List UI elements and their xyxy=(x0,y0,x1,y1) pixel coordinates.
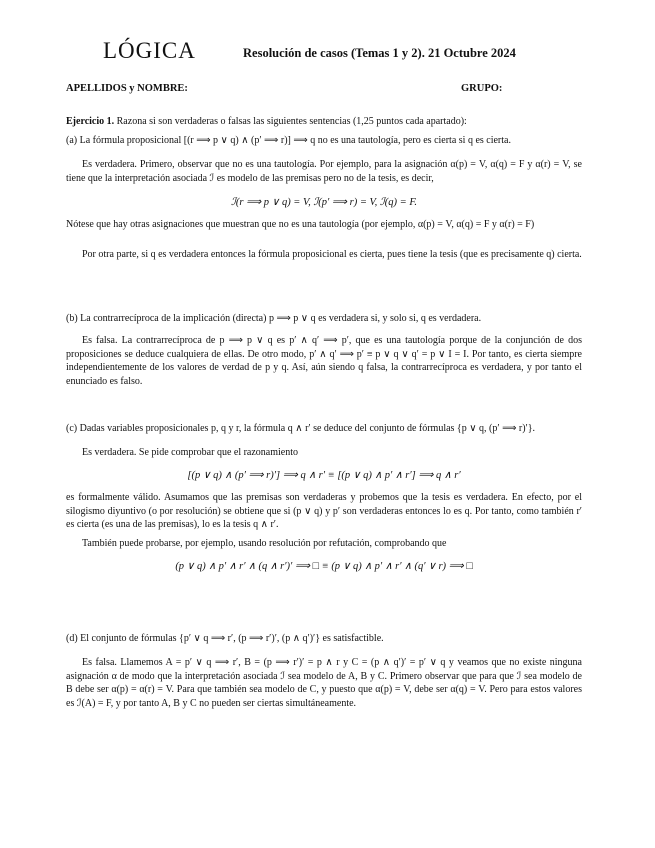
part-c-formula-1: [(p ∨ q) ∧ (p′ ⟹ r)′] ⟹ q ∧ r′ ≡ [(p ∨ q) ∧ p′ ∧ r′] ⟹ q ∧ r′ xyxy=(187,470,461,481)
part-c-paragraph-2: es formalmente válido. Asumamos que las premisas son verdaderas y probemos que la tesis es verdadera. En efecto, por el silogismo diyuntivo (o por resolución) se obtiene que si (p ∨ q) y p′ son verdaderas entonces lo es q. Por tanto, como también r′ es cierta (es una de las premisas), lo es la tesis q ∧ r′. xyxy=(66,492,582,531)
part-b-paragraph-1: Es falsa. La contrarrecíproca de p ⟹ p ∨ q es p′ ∧ q′ ⟹ p′, que es una tautología porque de la conjunción de dos proposiciones se deduce cualquiera de ellas. De otro modo, p′ ∧ q′ ⟹ p′ ≡ p ∨ q ∨ q′ = p ∨ I = I. Por tanto, es cierta siempre independientemente de los valores de verdad de p y q. Así, aún siendo q falsa, la contrarrecíproca es verdadera, y por tanto el enunciado es falso. xyxy=(66,335,582,387)
part-c-statement: (c) Dadas variables proposicionales p, q y r, la fórmula q ∧ r′ se deduce del conjunto de fórmulas {p ∨ q, (p′ ⟹ r)′}. xyxy=(66,423,536,434)
part-a-formula: ℐ(r ⟹ p ∨ q) = V, ℐ(p′ ⟹ r) = V, ℐ(q) = F. xyxy=(230,197,418,208)
part-d-paragraph-1: Es falsa. Llamemos A = p′ ∨ q ⟹ r′, B = (p ⟹ r′)′ = p ∧ r y C = (p ∧ q′)′ = p′ ∨ q y veamos que no existe ninguna asignación α de modo que la interpretación asociada ℐ sea modelo de A, B y C. Primero observar que para que ℐ sea modelo de B debe ser α(p) = α(r) = V. Para que también sea modelo de C, y puesto que α(p) = V, debe ser α(q) = V. Pero para estos valores es ℐ(A) = F, y por tanto A, B y C no pueden ser ciertas simultáneamente. xyxy=(66,657,582,709)
part-c-paragraph-1: Es verdadera. Se pide comprobar que el razonamiento xyxy=(82,447,299,458)
exercise-label: Ejercicio 1. xyxy=(66,116,115,127)
part-a-paragraph-2: Nótese que hay otras asignaciones que muestran que no es una tautología (por ejemplo, α(p) = V, α(q) = F y α(r) = F) xyxy=(66,219,535,230)
part-a-paragraph-3: Por otra parte, si q es verdadera entonces la fórmula proposicional es cierta, pues tiene la tesis (que es precisamente q) cierta. xyxy=(82,249,582,260)
exercise-intro-text: Razona si son verdaderas o falsas las siguientes sentencias (1,25 puntos cada apartado): xyxy=(116,116,467,127)
part-c-paragraph-3: También puede probarse, por ejemplo, usando resolución por refutación, comprobando que xyxy=(82,538,447,549)
part-a-statement: (a) La fórmula proposicional [(r ⟹ p ∨ q) ∧ (p′ ⟹ r)] ⟹ q no es una tautología, pero es cierta si q es cierta. xyxy=(66,135,511,146)
exercise-intro xyxy=(66,115,582,129)
group-field-label: GRUPO: xyxy=(461,83,503,94)
name-field-label: APELLIDOS y NOMBRE: xyxy=(66,83,188,94)
part-b-statement: (b) La contrarrecíproca de la implicación (directa) p ⟹ p ∨ q es verdadera si, y solo si, q es verdadera. xyxy=(66,313,482,324)
part-d-statement: (d) El conjunto de fórmulas {p′ ∨ q ⟹ r′, (p ⟹ r′)′, (p ∧ q′)′} es satisfactible. xyxy=(66,633,384,644)
page-subtitle: Resolución de casos (Temas 1 y 2). 21 Octubre 2024 xyxy=(243,46,516,60)
part-c-formula-2: (p ∨ q) ∧ p′ ∧ r′ ∧ (q ∧ r′)′ ⟹ □ ≡ (p ∨ q) ∧ p′ ∧ r′ ∧ (q′ ∨ r) ⟹ □ xyxy=(175,561,473,572)
page-title: LÓGICA xyxy=(103,38,196,63)
part-a-paragraph-1: Es verdadera. Primero, observar que no es una tautología. Por ejemplo, para la asignación α(p) = V, α(q) = F y α(r) = V, se tiene que la interpretación asociada ℐ es modelo de las premisas pero no de la tesis, es decir, xyxy=(66,159,582,184)
